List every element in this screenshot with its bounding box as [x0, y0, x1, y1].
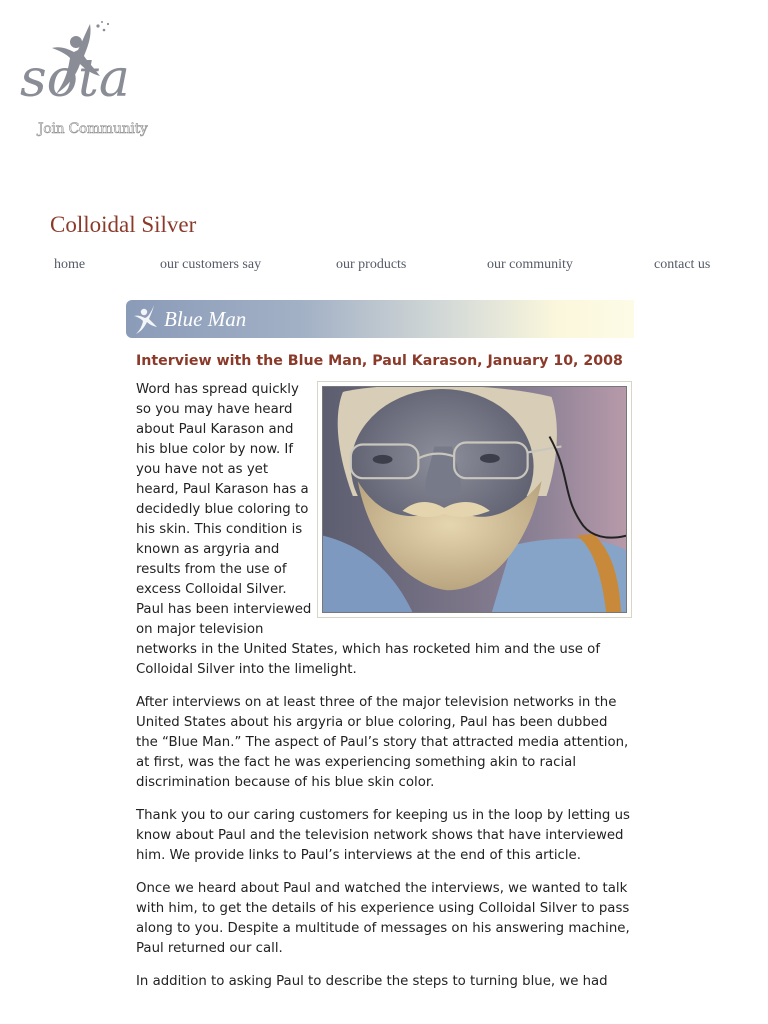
article-paragraph-3: Thank you to our caring customers for keeping us in the loop by letting us know about Paul and the television network shows that have interviewed him. We provide links to Paul’s interviews at the end of this article.: [136, 808, 630, 863]
article: [136, 351, 632, 1005]
article-paragraph-5: In addition to asking Paul to describe the steps to turning blue, we had: [136, 974, 608, 989]
photo-frame: [317, 381, 632, 618]
nav-contact-us[interactable]: contact us: [654, 257, 711, 272]
section-banner: [126, 300, 634, 338]
article-paragraph-2: After interviews on at least three of the major television networks in the United States about his argyria or blue coloring, Paul has been dubbed the “Blue Man.” The aspect of Paul’s story that attracted media attention, at first, was the fact he was experiencing something akin to racial discrimination because of his blue skin color.: [136, 695, 629, 790]
main-nav: [0, 257, 768, 277]
logo-tagline: Join Community: [38, 121, 148, 137]
blue-man-photo: [322, 386, 627, 613]
sota-logo-icon: [20, 18, 160, 118]
page-title: Colloidal Silver: [50, 212, 197, 237]
dancer-icon: [132, 303, 162, 335]
article-heading: Interview with the Blue Man, Paul Karason, January 10, 2008: [136, 353, 623, 369]
nav-our-community[interactable]: our community: [487, 257, 573, 272]
nav-our-customers-say[interactable]: our customers say: [160, 257, 262, 272]
nav-home[interactable]: home: [54, 257, 86, 272]
article-paragraph-4: Once we heard about Paul and watched the interviews, we wanted to talk with him, to get the details of his experience using Colloidal Silver to pass along to you. Despite a multitude of messages on his answering machine, Paul returned our call.: [136, 881, 630, 956]
svg-text:sota: sota: [20, 49, 130, 109]
banner-title: Blue Man: [164, 307, 247, 331]
article-paragraph-1: Word has spread quickly so you may have heard about Paul Karason and his blue color by now. If you have not as yet heard, Paul Karason has a decidedly blue coloring to his skin. This condition is known as argyria and results from the use of excess Colloidal Silver. Paul has been interviewed on major television networks in the United States, which has rocketed him and the use of Colloidal Silver into the limelight.: [136, 382, 600, 677]
nav-our-products[interactable]: our products: [336, 257, 407, 272]
